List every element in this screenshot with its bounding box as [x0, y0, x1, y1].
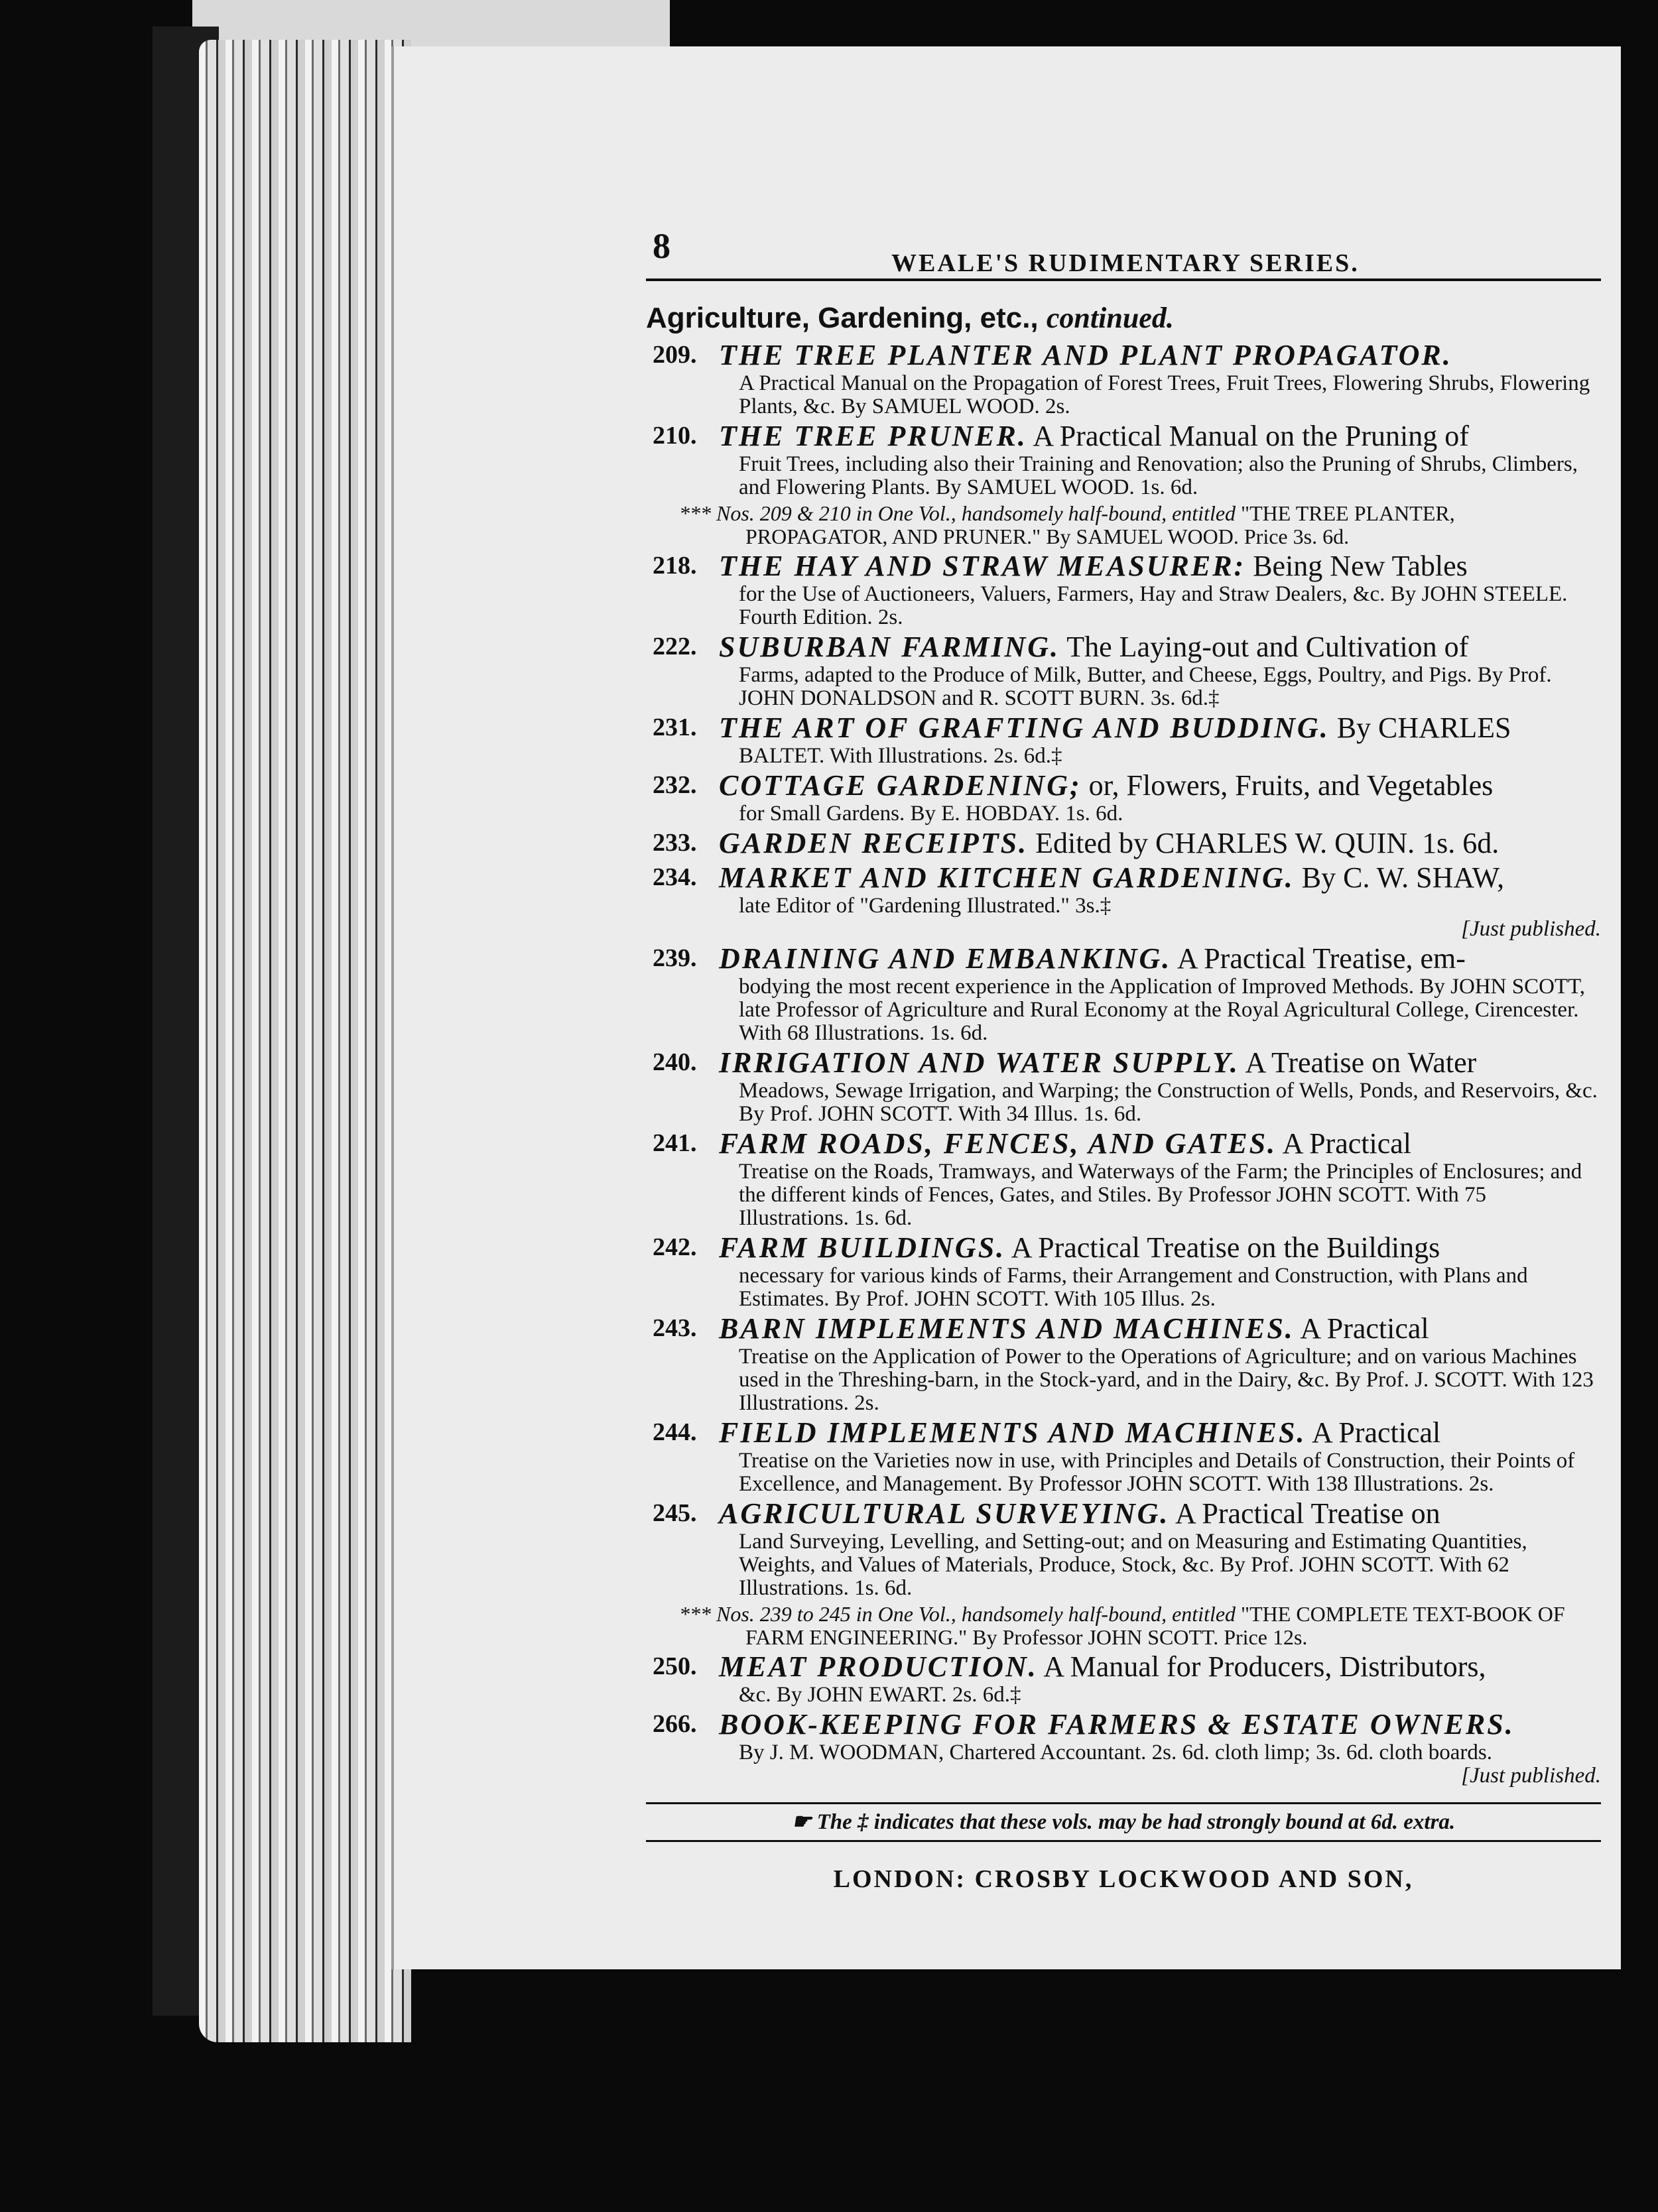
just-published-note: [Just published.	[1461, 917, 1601, 941]
entry-number: 240.	[653, 1048, 697, 1076]
entry-title-line	[719, 769, 1601, 802]
entry-title-line	[719, 827, 1601, 860]
entry-description: A Practical Manual on the Propagation of Forest Trees, Fruit Trees, Flowering Shrubs, Flowering Plants, &c. By SAMUEL WOOD. 2s.	[739, 371, 1590, 418]
entry-title: FIELD IMPLEMENTS AND MACHINES.	[719, 1416, 1307, 1449]
entry-description: late Editor of "Gardening Illustrated." 3s.‡	[739, 894, 1112, 918]
running-title: WEALE'S RUDIMENTARY SERIES.	[891, 249, 1360, 277]
publisher-imprint: LONDON: CROSBY LOCKWOOD AND SON,	[833, 1865, 1414, 1893]
entry-number: 242.	[653, 1233, 697, 1261]
section-heading-suffix: continued.	[1046, 302, 1174, 334]
entry-title-line	[719, 1127, 1601, 1160]
entry-description: Land Surveying, Levelling, and Setting-out; and on Measuring and Estimating Quantities, Weights, and Values of Materials, Produce, Stock, &c. By Prof. JOHN SCOTT. With 62 Illustrations. 1s. 6d.	[739, 1530, 1527, 1600]
catalogue-entry	[646, 1231, 1601, 1311]
entry-title-line	[719, 631, 1601, 664]
section-heading	[646, 301, 1601, 335]
catalogue-entry	[646, 1650, 1601, 1707]
entry-title: BARN IMPLEMENTS AND MACHINES.	[719, 1312, 1295, 1345]
entry-title: THE TREE PLANTER AND PLANT PROPAGATOR.	[719, 339, 1452, 371]
entry-title: IRRIGATION AND WATER SUPPLY.	[719, 1046, 1240, 1079]
entry-number: 250.	[653, 1652, 697, 1680]
entry-description: bodying the most recent experience in the Application of Improved Methods. By JOHN SCOTT, late Professor of Agriculture and Rural Economy at the Royal Agricultural College, Cirencester. With 68 Illustrations. 1s. 6d.	[739, 975, 1586, 1045]
entry-title-continuation: A Practical	[1282, 1127, 1411, 1160]
entry-title-continuation: Being New Tables	[1253, 550, 1468, 582]
entry-description: BALTET. With Illustrations. 2s. 6d.‡	[739, 744, 1062, 768]
entry-title-line	[719, 1497, 1601, 1530]
entry-title-line	[719, 1231, 1601, 1264]
entry-description: Treatise on the Application of Power to the Operations of Agriculture; and on various Machines used in the Threshing-barn, in the Stock-yard, and in the Dairy, &c. By Prof. J. SCOTT. With 123 Illustrations. 2s.	[739, 1345, 1594, 1415]
entry-title-continuation: A Practical Manual on the Pruning of	[1033, 420, 1469, 452]
entry-title: MARKET AND KITCHEN GARDENING.	[719, 861, 1295, 894]
entry-title: THE HAY AND STRAW MEASURER:	[719, 550, 1246, 582]
entry-number: 244.	[653, 1418, 697, 1446]
catalogue-entry	[646, 827, 1601, 860]
entry-title-line	[719, 861, 1601, 894]
entry-title-line	[719, 1650, 1601, 1684]
entry-title-line	[719, 711, 1601, 745]
catalogue-entry	[646, 769, 1601, 826]
entry-description: Treatise on the Roads, Tramways, and Waterways of the Farm; the Principles of Enclosures; and the different kinds of Fences, Gates, and Stiles. By Professor JOHN SCOTT. With 75 Illustrations. 1s. 6d.	[739, 1160, 1582, 1230]
entry-title: THE ART OF GRAFTING AND BUDDING.	[719, 711, 1330, 744]
entry-title-line	[719, 550, 1601, 583]
entry-number: 231.	[653, 713, 697, 741]
entry-number: 222.	[653, 633, 697, 660]
entry-number: 232.	[653, 771, 697, 799]
entry-number: 233.	[653, 829, 697, 857]
entry-description: Meadows, Sewage Irrigation, and Warping; the Construction of Wells, Ponds, and Reservoirs, &c. By Prof. JOHN SCOTT. With 34 Illus. 1s. 6d.	[739, 1079, 1598, 1126]
entry-number: 209.	[653, 341, 697, 369]
entry-title: SUBURBAN FARMING.	[719, 631, 1060, 663]
entry-title-line	[719, 420, 1601, 453]
entry-number: 239.	[653, 944, 697, 972]
catalogue-entry	[646, 550, 1601, 629]
entry-title-continuation: A Practical Treatise on the Buildings	[1011, 1231, 1440, 1264]
entry-title-line	[719, 1708, 1601, 1741]
entry-title-continuation: A Practical	[1300, 1312, 1429, 1345]
catalogue-entry	[646, 420, 1601, 499]
catalogue-entry	[646, 1497, 1601, 1600]
catalogue-entry	[646, 711, 1601, 768]
page-header	[646, 179, 1601, 281]
entry-description: &c. By JOHN EWART. 2s. 6d.‡	[739, 1683, 1021, 1707]
entry-number: 245.	[653, 1499, 697, 1527]
entry-title: MEAT PRODUCTION.	[719, 1650, 1038, 1683]
catalogue-entry	[646, 861, 1601, 941]
catalogue-entry	[646, 1046, 1601, 1126]
catalogue-entry	[646, 1312, 1601, 1415]
entry-title-continuation: A Manual for Producers, Distributors,	[1043, 1650, 1486, 1683]
entry-title-continuation: Edited by CHARLES W. QUIN. 1s. 6d.	[1035, 827, 1499, 859]
footer-rule	[646, 1802, 1601, 1804]
catalogue-entry	[646, 1416, 1601, 1496]
entry-title-line	[719, 1312, 1601, 1345]
entry-description: Fruit Trees, including also their Training and Renovation; also the Pruning of Shrubs, Climbers, and Flowering Plants. By SAMUEL WOOD. 1s. 6d.	[739, 452, 1578, 499]
entry-number: 218.	[653, 552, 697, 580]
entry-title-continuation: The Laying-out and Cultivation of	[1066, 631, 1469, 663]
entry-title: COTTAGE GARDENING;	[719, 769, 1082, 802]
entry-description: Treatise on the Varieties now in use, with Principles and Details of Construction, their Points of Excellence, and Management. By Professor JOHN SCOTT. With 138 Illustrations. 2s.	[739, 1449, 1575, 1496]
note-239-245: *** Nos. 239 to 245 in One Vol., handsomely half-bound, entitled "THE COMPLETE TEXT-BOOK OF FARM ENGINEERING." By Professor JOHN SCOTT. Price 12s.	[679, 1602, 1565, 1649]
entry-title: GARDEN RECEIPTS.	[719, 827, 1029, 859]
just-published-note: [Just published.	[1461, 1764, 1601, 1788]
entry-title: DRAINING AND EMBANKING.	[719, 942, 1172, 975]
entry-number: 241.	[653, 1129, 697, 1157]
entry-title: FARM BUILDINGS.	[719, 1231, 1006, 1264]
section-heading-text: Agriculture, Gardening, etc.,	[646, 302, 1039, 334]
entry-title: BOOK-KEEPING FOR FARMERS & ESTATE OWNERS.	[719, 1708, 1515, 1741]
note-209-210: *** Nos. 209 & 210 in One Vol., handsomely half-bound, entitled "THE TREE PLANTER, PROPAGATOR, AND PRUNER." By SAMUEL WOOD. Price 3s. 6d.	[679, 501, 1455, 548]
catalogue-entry	[646, 1127, 1601, 1230]
entry-title-continuation: A Practical	[1312, 1416, 1441, 1449]
entry-title-line	[719, 339, 1601, 372]
entry-description: for Small Gardens. By E. HOBDAY. 1s. 6d.	[739, 802, 1123, 826]
footer-rule-2	[646, 1840, 1601, 1842]
page-content	[646, 179, 1601, 1894]
entry-title: AGRICULTURAL SURVEYING.	[719, 1497, 1170, 1530]
entry-number: 210.	[653, 422, 697, 450]
catalogue-entry	[646, 942, 1601, 1045]
catalogue-entry	[646, 339, 1601, 418]
entry-description: Farms, adapted to the Produce of Milk, Butter, and Cheese, Eggs, Poultry, and Pigs. By Prof. JOHN DONALDSON and R. SCOTT BURN. 3s. 6d.‡	[739, 663, 1552, 710]
entry-title: FARM ROADS, FENCES, AND GATES.	[719, 1127, 1277, 1160]
catalogue-entry	[646, 631, 1601, 710]
entry-description: By J. M. WOODMAN, Chartered Accountant. 2s. 6d. cloth limp; 3s. 6d. cloth boards.	[739, 1741, 1492, 1764]
entry-title-continuation: A Treatise on Water	[1245, 1046, 1477, 1079]
entry-title-line	[719, 1046, 1601, 1079]
entry-title-continuation: A Practical Treatise on	[1175, 1497, 1440, 1530]
entry-number: 234.	[653, 863, 697, 891]
entry-title-line	[719, 942, 1601, 975]
entry-title-continuation: A Practical Treatise, em-	[1177, 942, 1466, 975]
footnote: ☛ The ‡ indicates that these vols. may be had strongly bound at 6d. extra.	[791, 1810, 1456, 1834]
entry-number: 266.	[653, 1710, 697, 1738]
entry-title-continuation: By CHARLES	[1336, 711, 1511, 744]
entry-title-continuation: By C. W. SHAW,	[1301, 861, 1505, 894]
page-stack-edge	[199, 40, 411, 2042]
page-number: 8	[653, 226, 670, 266]
entry-description: for the Use of Auctioneers, Valuers, Farmers, Hay and Straw Dealers, &c. By JOHN STEELE. Fourth Edition. 2s.	[739, 582, 1568, 629]
catalogue-entry	[646, 1708, 1601, 1788]
book-page	[391, 46, 1621, 1969]
entry-description: necessary for various kinds of Farms, their Arrangement and Construction, with Plans and Estimates. By Prof. JOHN SCOTT. With 105 Illus. 2s.	[739, 1264, 1528, 1311]
entry-title-continuation: or, Flowers, Fruits, and Vegetables	[1088, 769, 1494, 802]
entry-title-line	[719, 1416, 1601, 1449]
entry-number: 243.	[653, 1314, 697, 1342]
entry-title: THE TREE PRUNER.	[719, 420, 1027, 452]
